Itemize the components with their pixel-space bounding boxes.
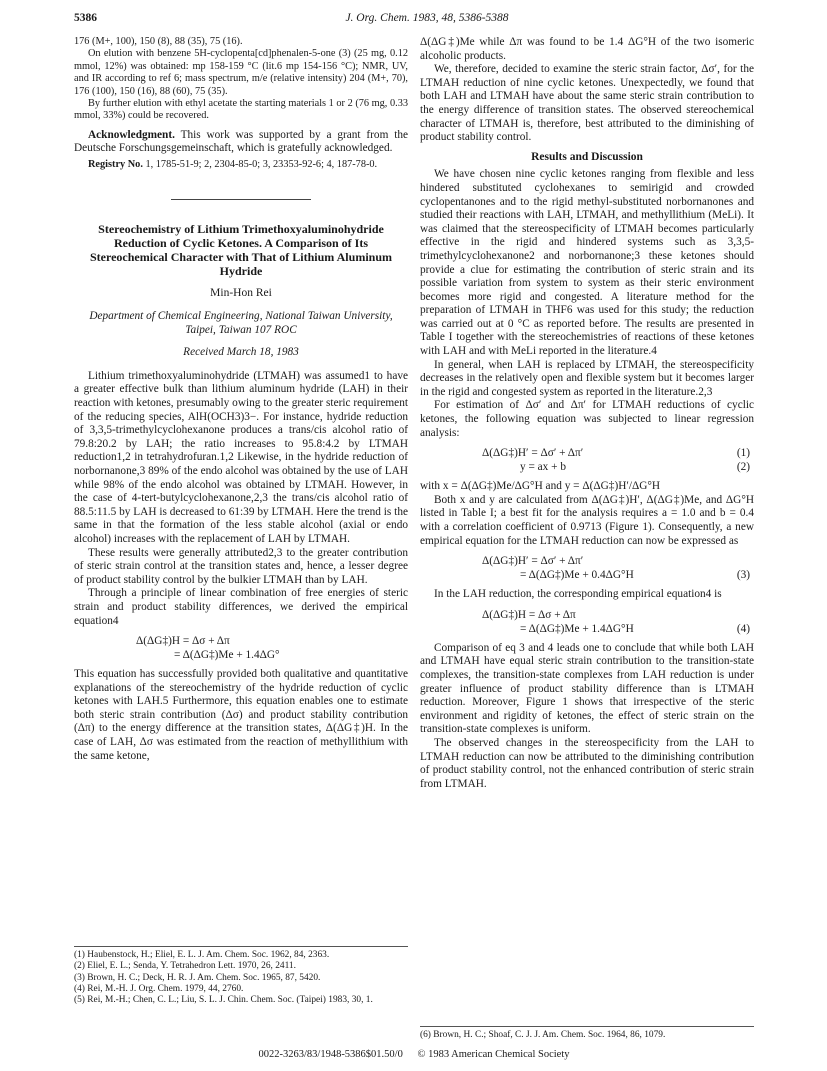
- footnotes-right: [420, 1026, 754, 1041]
- paragraph: The observed changes in the stereospecificity from the LAH to LTMAH reduction can now be attributed to the diminishing contribution of product stability control, not the enhanced contribution of steric strain from LTMAH.: [420, 736, 754, 790]
- footnote: (1) Haubenstock, H.; Eliel, E. L. J. Am. Chem. Soc. 1962, 84, 2363.: [74, 950, 330, 960]
- footnotes-left: [74, 946, 408, 1006]
- footnote-rule: [420, 1026, 754, 1027]
- article-code: 0022-3263/83/1948-5386$01.50/0: [258, 1049, 403, 1060]
- author-name: Min-Hon Rei: [210, 287, 272, 300]
- paragraph: In general, when LAH is replaced by LTMAH, the stereospecificity decreases in the relatively open and flexible system but it becomes larger in the rigid and congested system as reported in the literature.2,3: [420, 358, 754, 398]
- equation-line: = Δ(ΔG‡)Me + 1.4ΔG°H: [520, 622, 634, 635]
- paragraph: By further elution with ethyl acetate the starting materials 1 or 2 (76 mg, 0.33 mmol, 33%) could be recovered.: [74, 98, 408, 122]
- equation-4: [420, 608, 754, 636]
- paragraph: We have chosen nine cyclic ketones ranging from flexible and less hindered substituted cyclohexanes to semirigid and crowded cyclopentanones and to the rigid methyl-substituted norbornanones and studied their reactions with LAH, LTMAH, and methyllithium (MeLi). It was claimed that the stereospecificity of LTMAH becomes particularly effective in the rigid and hindered systems such as 3,3,5-trimethylcyclohexanone2 and norbornanone;3 these ketones should provide a clue for estimating the contribution of steric strain and its possible variation from system to system as their steric environment becomes more rigid and congested. A literature method for the preparation of LTMAH in THF6 was used for this study; the reduction was carried out at 0 °C as reported before. The results are presented in Table I together with the stereochemistries of reactions of these ketones with LAH and with MeLi reported in the literature.4: [420, 168, 754, 358]
- equation-line: Δ(ΔG‡)H = Δσ + Δπ: [136, 635, 230, 648]
- right-column: [420, 36, 754, 791]
- equation-line: Δ(ΔG‡)H′ = Δσ′ + Δπ′: [482, 555, 584, 568]
- left-column: [74, 36, 408, 763]
- equation-line: y = ax + b: [520, 461, 566, 474]
- paragraph: Δ(ΔG‡)Me while Δπ was found to be 1.4 ΔG°H of the two isomeric alcoholic products.: [420, 36, 754, 62]
- equation-line: Δ(ΔG‡)H′ = Δσ′ + Δπ′: [482, 447, 584, 460]
- equation-lah-empirical: [74, 634, 408, 662]
- paragraph: Comparison of eq 3 and 4 leads one to conclude that while both LAH and LTMAH have equal steric strain contribution to the transition-state complexes, the transition-state complexes from LAH reduction is under greater influence of product stability difference than is LTMAH reduction. Moreover, Figure 1 shows that irrespective of the steric environment and rigidity of ketones, the effect of steric strain on the transition-state complexes is uniform.: [420, 641, 754, 736]
- paragraph: Lithium trimethoxyaluminohydride (LTMAH) was assumed1 to have a greater effective bulk than lithium aluminum hydride (LAH) in their reaction with ketones, presumably owing to the greater steric requirement of the reducing species, AlH(OCH3)3−. For instance, hydride reduction of 3,3,5-trimethylcyclohexanone produces a trans/cis alcohol ratio of 79.8:20.2 by LAH; the ratio increases to 95.8:4.2 by LTMAH reduction1,2 in tetrahydrofuran.1,2 Likewise, in the hydride reduction of norbornanone,3 89% of the endo alcohol was obtained by the use of LAH while 98% of the endo alcohol was obtained by LTMAH. However, in the case of 4-tert-butylcyclohexanone,2,3 the trans/cis alcohol ratio of 88.5:11.5 by LAH is decreased to 61:39 by LTMAH. Here the trend is the same in that the formation of the less stable alcohol (axial or endo alcohol) increases with the replacement of LAH by LTMAH.: [74, 369, 408, 545]
- registry-numbers: [74, 159, 408, 171]
- author-affiliation: Department of Chemical Engineering, National Taiwan University, Taipei, Taiwan 107 ROC: [89, 310, 393, 336]
- equation-line: = Δ(ΔG‡)Me + 0.4ΔG°H: [520, 569, 634, 582]
- copyright-notice: © 1983 American Chemical Society: [417, 1049, 570, 1060]
- footnote: (4) Rei, M.-H. J. Org. Chem. 1979, 44, 2760.: [74, 983, 244, 994]
- page-header: [74, 12, 780, 28]
- equation-number: (4): [736, 622, 750, 635]
- paragraph: For estimation of Δσ′ and Δπ′ for LTMAH reductions of cyclic ketones, the following equation was subjected to linear regression analysis:: [420, 399, 754, 439]
- paragraph: On elution with benzene 5H-cyclopenta[cd]phenalen-5-one (3) (25 mg, 0.12 mmol, 12%) was obtained: mp 158-159 °C (lit.6 mp 154-156 °C); NMR, UV, and IR according to ref 6; mass spectrum, m/e (relative intensity) 204 (M+, 70), 176 (100), 150 (16), 88 (60), 75 (35).: [74, 48, 408, 97]
- section-heading: Results and Discussion: [531, 150, 643, 163]
- equation-number: (3): [736, 569, 750, 582]
- equation-line: = Δ(ΔG‡)Me + 1.4ΔG°: [174, 649, 280, 662]
- acknowledgment-label: Acknowledgment.: [88, 128, 175, 141]
- page-number: 5386: [74, 12, 97, 24]
- equation-line: Δ(ΔG‡)H = Δσ + Δπ: [482, 608, 576, 621]
- journal-citation: J. Org. Chem. 1983, 48, 5386-5388: [345, 12, 509, 24]
- page-footer: [74, 1049, 754, 1060]
- equation-1: [420, 446, 754, 474]
- acknowledgment: [74, 129, 408, 156]
- paragraph: This equation has successfully provided both qualitative and quantitative explanations of the stereochemistry of the hydride reduction of cyclic ketones with LAH.5 Furthermore, this equation enables one to estimate both steric strain contribution (Δσ) and product stability contribution (Δπ) to the energy difference at the transition states, Δ(ΔG‡)H. In the case of LAH, Δσ was estimated from the reaction of methyllithium with the same ketone,: [74, 668, 408, 762]
- registry-text: 1, 1785-51-9; 2, 2304-85-0; 3, 23353-92-6; 4, 187-78-0.: [142, 159, 378, 171]
- equation-number: (2): [736, 461, 750, 474]
- footnote-rule: [74, 946, 408, 947]
- article-title: Stereochemistry of Lithium Trimethoxyaluminohydride Reduction of Cyclic Ketones. A Comparison of Its Stereochemical Character with That of Lithium Aluminum Hydride: [90, 222, 392, 279]
- paragraph: We, therefore, decided to examine the steric strain factor, Δσ′, for the LTMAH reduction of nine cyclic ketones. Unexpectedly, we found that both LAH and LTMAH have about the same steric strain contribution to the energy difference of transition states. The observed stereochemical character of LTMAH is, therefore, best attributed to the diminishing of product stability control.: [420, 63, 754, 144]
- acknowledgment-text: This work was supported by a grant from the Deutsche Forschungsgemeinschaft, which is gratefully acknowledged.: [74, 128, 408, 155]
- section-divider: [171, 199, 311, 200]
- received-date: Received March 18, 1983: [183, 346, 299, 359]
- equation-number: (1): [736, 447, 750, 460]
- footnote: (6) Brown, H. C.; Shoaf, C. J. J. Am. Chem. Soc. 1964, 86, 1079.: [420, 1030, 666, 1040]
- equation-3: [420, 554, 754, 582]
- paragraph: 176 (M+, 100), 150 (8), 88 (35), 75 (16).: [74, 36, 243, 47]
- paragraph: with x = Δ(ΔG‡)Me/ΔG°H and y = Δ(ΔG‡)H′/ΔG°H: [420, 480, 661, 493]
- paragraph: Through a principle of linear combination of free energies of steric strain and product stability differences, we derived the empirical equation4: [74, 587, 408, 627]
- paragraph: Both x and y are calculated from Δ(ΔG‡)H′, Δ(ΔG‡)Me, and ΔG°H listed in Table I; a best fit for the analysis requires a = 1.0 and b = 0.4 with a correlation coefficient of 0.9713 (Figure 1). Consequently, a new empirical equation for the LTMAH reduction can now be expressed as: [420, 493, 754, 547]
- registry-label: Registry No.: [88, 159, 143, 171]
- footnote: (2) Eliel, E. L.; Senda, Y. Tetrahedron Lett. 1970, 26, 2411.: [74, 961, 296, 972]
- footnote: (3) Brown, H. C.; Deck, H. R. J. Am. Chem. Soc. 1965, 87, 5420.: [74, 972, 321, 983]
- paragraph: These results were generally attributed2,3 to the greater contribution of steric strain control at the transition states and, hence, a lesser degree of product stability control by the bulkier LTMAH than by LAH.: [74, 546, 408, 586]
- paragraph: In the LAH reduction, the corresponding empirical equation4 is: [434, 588, 722, 601]
- footnote: (5) Rei, M.-H.; Chen, C. L.; Liu, S. L. J. Chin. Chem. Soc. (Taipei) 1983, 30, 1.: [74, 995, 373, 1006]
